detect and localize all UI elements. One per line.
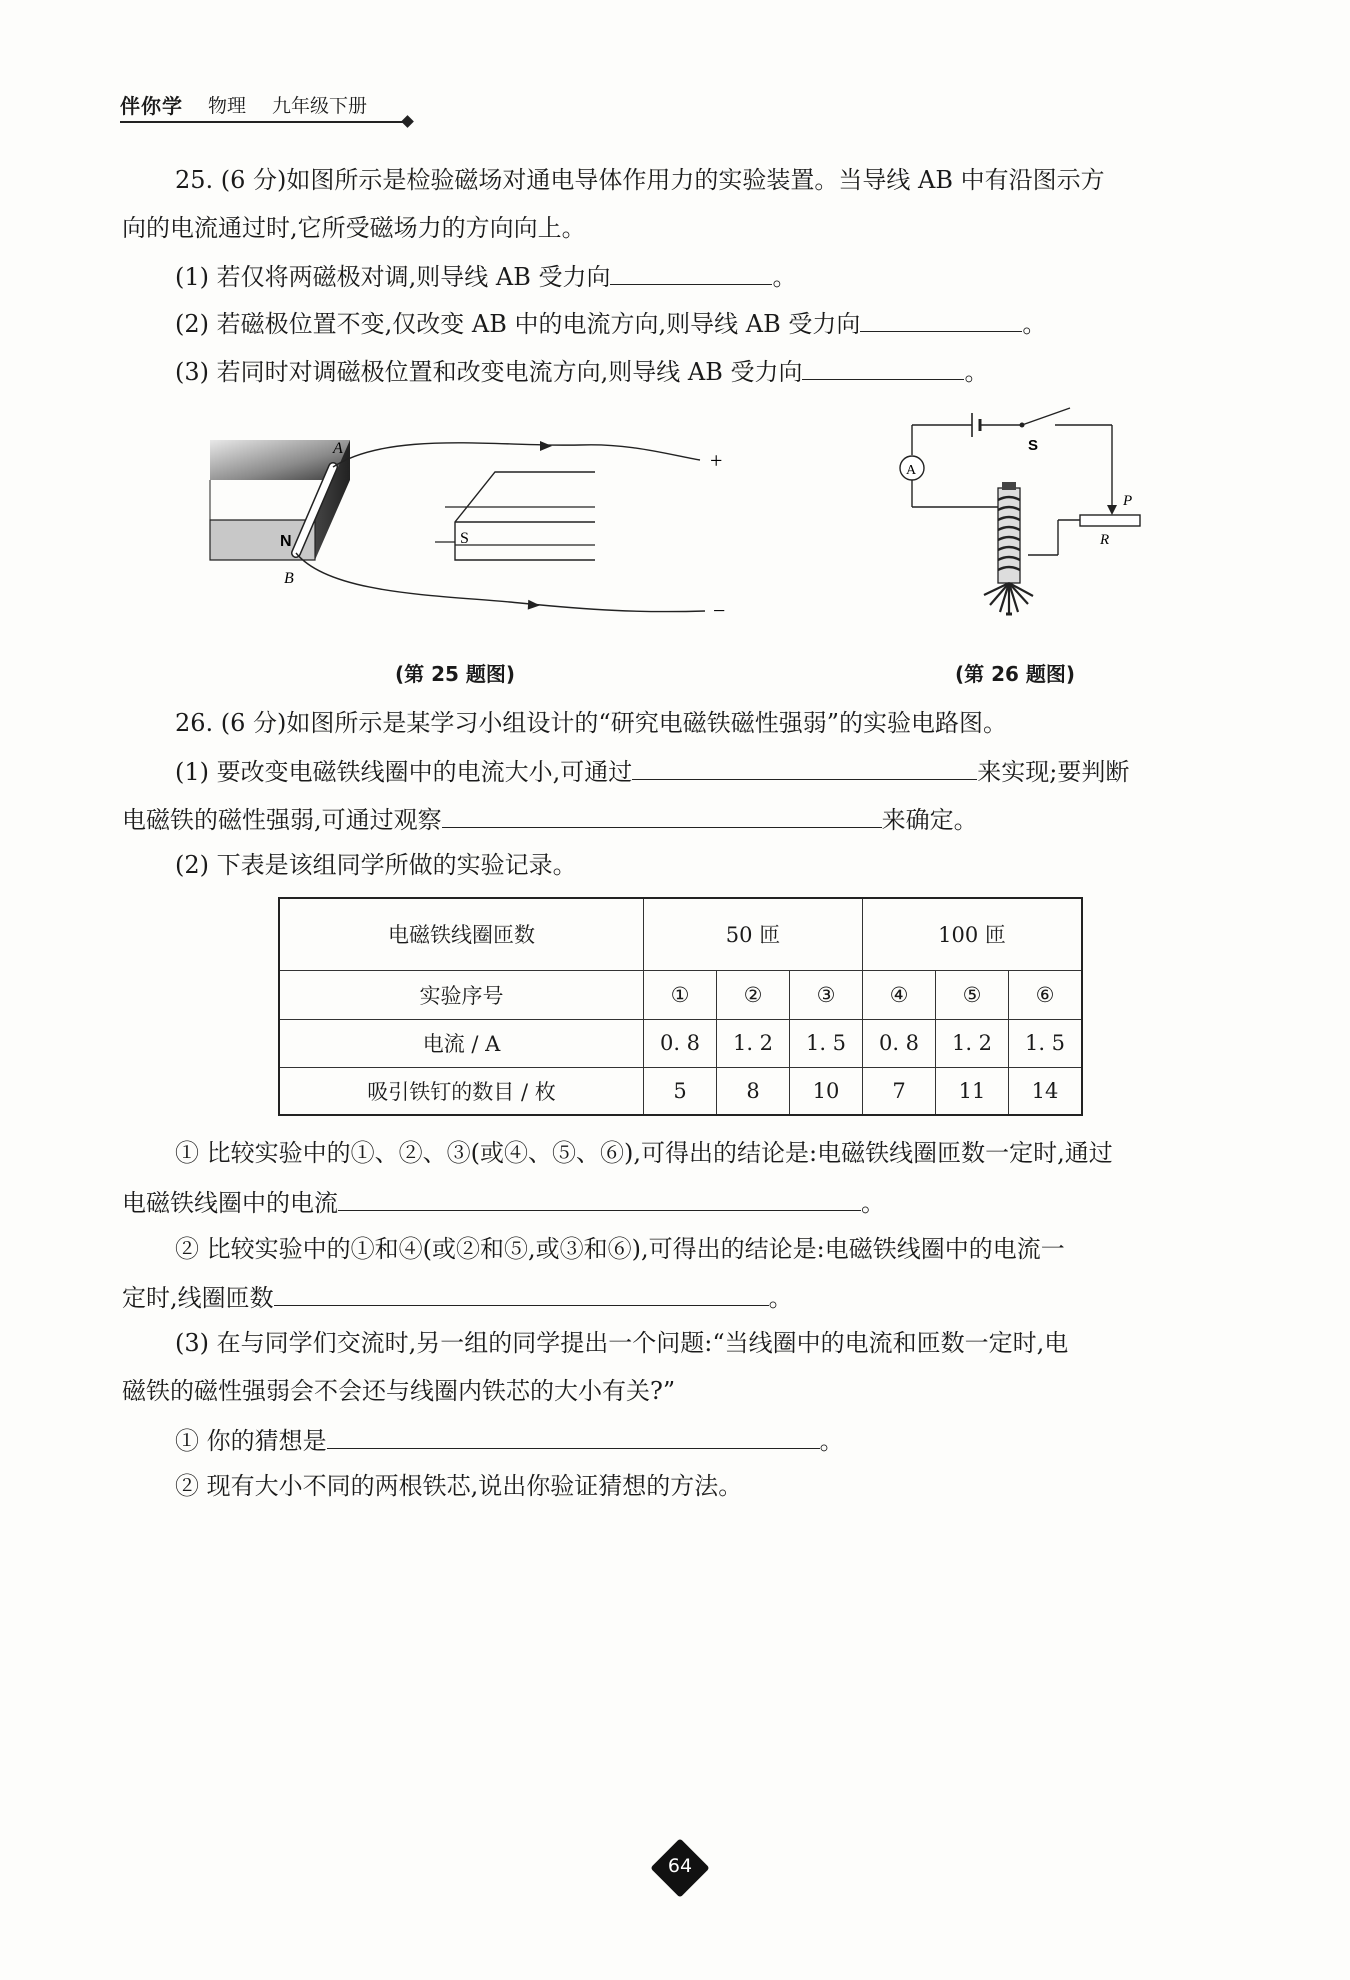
trial-id-cell: ④	[863, 970, 936, 1019]
q26-guess-blank[interactable]	[327, 1422, 820, 1449]
current-cell: 1. 5	[790, 1019, 863, 1067]
page-number-badge	[655, 1843, 705, 1893]
page-number: 64	[667, 1855, 693, 1877]
q26-conclusion2-line2	[122, 1279, 793, 1315]
positive-terminal-label: +	[710, 448, 723, 473]
q25-part2-end: 。	[1022, 310, 1047, 338]
trial-id-cell: ⑤	[936, 970, 1009, 1019]
q26-conclusion2-text: 定时,线圈匝数	[122, 1284, 274, 1312]
q26-conclusion1-end: 。	[861, 1189, 885, 1217]
rod-end-b-label: B	[284, 570, 294, 587]
header-diamond-icon	[401, 115, 414, 128]
current-cell: 1. 2	[936, 1019, 1009, 1067]
turns-header-cell: 电磁铁线圈匝数	[279, 898, 644, 970]
q26-part1-text-b: 来实现;要判断	[977, 758, 1130, 786]
q26-conclusion1-text: 电磁铁线圈中的电流	[122, 1189, 338, 1217]
q26-part1-line2	[122, 801, 978, 837]
q26-conclusion1-line1: ① 比较实验中的①、②、③(或④、⑤、⑥),可得出的结论是:电磁铁线圈匝数一定时,通过	[175, 1139, 1113, 1167]
q26-conclusion2-blank[interactable]	[274, 1279, 769, 1306]
q25-part2-text: (2) 若磁极位置不变,仅改变 AB 中的电流方向,则导线 AB 受力向	[175, 310, 861, 338]
q25-part2	[175, 305, 1046, 341]
slider-label: P	[1123, 493, 1133, 509]
negative-terminal-label: −	[713, 598, 726, 623]
nail-count-cell: 8	[717, 1067, 790, 1115]
current-cell: 0. 8	[644, 1019, 717, 1067]
q26-conclusion2-end: 。	[768, 1284, 793, 1312]
q26-part1-blank-b[interactable]	[442, 801, 882, 828]
experiment-record-table	[278, 897, 1083, 1116]
s-magnet-outline	[455, 472, 595, 560]
n-pole-label: N	[280, 533, 292, 550]
q26-part2: (2) 下表是该组同学所做的实验记录。	[175, 851, 577, 879]
current-cell: 0. 8	[863, 1019, 936, 1067]
page-header	[120, 88, 420, 118]
q26-conclusion1-blank[interactable]	[338, 1184, 861, 1211]
q26-part3-line2: 磁铁的磁性强弱会不会还与线圈内铁芯的大小有关?”	[122, 1377, 676, 1405]
nail-count-cell: 10	[790, 1067, 863, 1115]
q26-part1-line1	[175, 753, 1129, 789]
q25-part3-end: 。	[964, 358, 989, 386]
q25-part3-blank[interactable]	[802, 353, 964, 380]
core-cap	[1002, 482, 1016, 490]
attracted-nails	[984, 583, 1033, 615]
q26-part1-text-c: 电磁铁的磁性强弱,可通过观察	[122, 806, 442, 834]
q26-part1-text-a: (1) 要改变电磁铁线圈中的电流大小,可通过	[175, 758, 633, 786]
q26-method-prompt: ② 现有大小不同的两根铁芯,说出你验证猜想的方法。	[175, 1472, 743, 1500]
row-label: 电流 / A	[279, 1019, 644, 1067]
header-rule	[120, 121, 408, 123]
table-row	[279, 970, 1082, 1019]
q25-part1	[175, 258, 796, 294]
q26-intro: 26. (6 分)如图所示是某学习小组设计的“研究电磁铁磁性强弱”的实验电路图。	[175, 709, 1007, 737]
grade-label: 九年级下册	[272, 95, 368, 117]
subject-label: 物理	[208, 95, 247, 117]
rheostat-label: R	[1100, 532, 1110, 548]
q26-guess-text: ① 你的猜想是	[175, 1427, 327, 1455]
q26-conclusion2-line1: ② 比较实验中的①和④(或②和⑤,或③和⑥),可得出的结论是:电磁铁线圈中的电流一	[175, 1235, 1065, 1263]
current-cell: 1. 2	[717, 1019, 790, 1067]
nail-count-cell: 11	[936, 1067, 1009, 1115]
trial-id-cell: ⑥	[1009, 970, 1083, 1019]
nail-count-cell: 5	[644, 1067, 717, 1115]
q26-part3-line1: (3) 在与同学们交流时,另一组的同学提出一个问题:“当线圈中的电流和匝数一定时,电	[175, 1329, 1069, 1357]
q26-part1-text-d: 来确定。	[881, 806, 978, 834]
figure-26	[880, 400, 1160, 630]
figure-25-caption: (第 25 题图)	[395, 662, 516, 686]
row-label: 实验序号	[279, 970, 644, 1019]
table-row	[279, 898, 1082, 970]
q26-guess	[175, 1422, 844, 1458]
nail-count-cell: 7	[863, 1067, 936, 1115]
figure-26-caption: (第 26 题图)	[955, 662, 1076, 686]
upper-wire	[333, 443, 700, 467]
ammeter-label: A	[906, 463, 917, 478]
q25-part2-blank[interactable]	[860, 305, 1022, 332]
switch-label: S	[1028, 437, 1039, 454]
q26-conclusion1-line2	[122, 1184, 885, 1220]
lower-wire	[296, 553, 705, 612]
q25-part3	[175, 353, 988, 389]
current-cell: 1. 5	[1009, 1019, 1083, 1067]
figure-25	[200, 425, 740, 625]
turns-100-cell: 100 匝	[863, 898, 1083, 970]
trial-id-cell: ②	[717, 970, 790, 1019]
brand-title: 伴你学	[120, 94, 183, 118]
q25-part3-text: (3) 若同时对调磁极位置和改变电流方向,则导线 AB 受力向	[175, 358, 803, 386]
q25-part1-blank[interactable]	[610, 258, 772, 285]
q26-guess-end: 。	[819, 1427, 844, 1455]
slider-arrow	[1107, 505, 1117, 515]
q25-part1-text: (1) 若仅将两磁极对调,则导线 AB 受力向	[175, 263, 611, 291]
table-row	[279, 1019, 1082, 1067]
q25-intro-line2: 向的电流通过时,它所受磁场力的方向向上。	[122, 214, 586, 242]
s-pole-label: S	[460, 530, 469, 547]
q25-part1-end: 。	[772, 263, 797, 291]
nail-count-cell: 14	[1009, 1067, 1083, 1115]
rod-end-a-label: A	[333, 440, 343, 457]
q26-part1-blank-a[interactable]	[632, 753, 977, 780]
table-row	[279, 1067, 1082, 1115]
trial-id-cell: ③	[790, 970, 863, 1019]
trial-id-cell: ①	[644, 970, 717, 1019]
turns-50-cell: 50 匝	[644, 898, 863, 970]
switch-lever	[1022, 408, 1070, 425]
q25-intro-line1: 25. (6 分)如图所示是检验磁场对通电导体作用力的实验装置。当导线 AB 中有沿图示方	[175, 166, 1105, 194]
rheostat	[1080, 515, 1140, 526]
row-label: 吸引铁钉的数目 / 枚	[279, 1067, 644, 1115]
